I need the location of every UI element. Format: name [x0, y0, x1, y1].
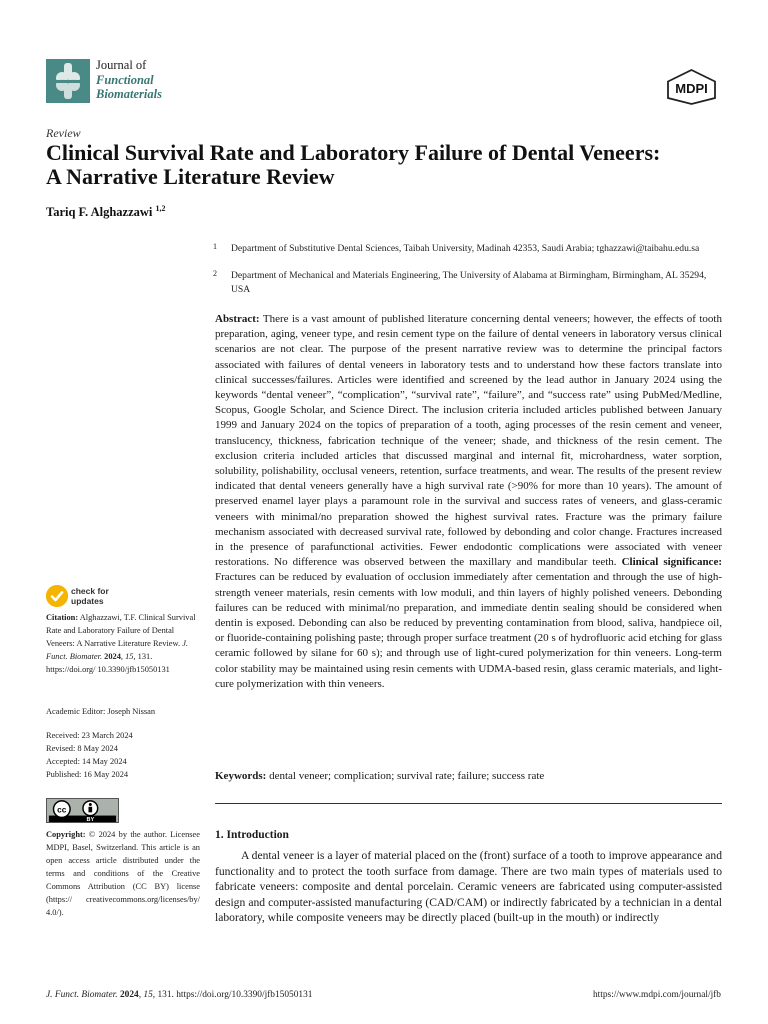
- footer-volume: , 15: [138, 990, 153, 1000]
- article-type: Review: [46, 126, 81, 140]
- journal-name: [96, 58, 162, 102]
- keywords: [215, 769, 722, 784]
- check-updates-line1: check for: [71, 586, 109, 596]
- article-title-line2: A Narrative Literature Review: [46, 164, 335, 189]
- article-title: [46, 141, 736, 189]
- author-affiliation-ref: 1,2: [155, 204, 166, 213]
- footer-year: 2024: [117, 990, 139, 1000]
- footer-citation: [46, 990, 313, 1000]
- abstract-text: There is a vast amount of published literature concerning dental veneers; however, the effects of tooth preparation, aging, veneer type, and resin cement type on the failure of dental veneers in laboratory versus clinical scenarios are not clear. The purpose of the present narrative review was to determine the principal factors associated with failures of dental veneers in laboratory tests and to understand how these factors translate into clinical successes/failures. Articles were identified and screened by the lead author in January 2024 using the keywords “dental veneer”, “complication”, “survival rate”, “failure”, and “success rate” using PubMed/Medline, Scopus, Google Scholar, and Science Direct. The inclusion criteria included articles published between January 1999 and January 2024 on the topics of preparation of a tooth, aging processes of the resin cement and veneer, translucency, thickness, fabrication technique of the veneer; shade, and thickness of the resin cement. The exclusion criteria included articles that discussed marginal and internal fit, microhardness, water sorption, solubility, polishability, occlusal veneers, retention, surface treatments, and wear. The results of the present review indicated that dental veneers generally have a high survival rate (>90% for more than 10 years). The amount of preserved enamel layer plays a paramount role in the survival and success rates of veneers, and glass-ceramic veneers with minimal/no preparation showed the highest survival rates. Fracture was the primary failure mechanism associated with decreased survival rate, followed by debonding and color change. Fractures increased in the presence of parafunctional activities. Fewer endodontic complications were associated with veneer restorations. No difference was observed between the maxillary and mandibular teeth.: [215, 313, 722, 569]
- publication-dates: [46, 729, 200, 781]
- abstract: [215, 312, 722, 692]
- journal-logo: [46, 59, 90, 103]
- citation: [46, 611, 200, 676]
- copyright-text: © 2024 by the author. Licensee MDPI, Basel, Switzerland. This article is an open access article distributed under the terms and conditions of the Creative Commons Attribution (CC BY) license (https:// creativecommons.org/licenses/by/ 4.0/).: [46, 830, 200, 917]
- keywords-label: Keywords:: [215, 770, 267, 782]
- academic-editor: Academic Editor: Joseph Nissan: [46, 707, 156, 716]
- affiliation-text: Department of Mechanical and Materials Engineering, The University of Alabama at Birmingham, Birmingham, AL 35294, USA: [231, 270, 707, 295]
- affiliation-text: Department of Substitutive Dental Sciences, Taibah University, Madinah 42353, Saudi Arabia; tghazzawi@taibahu.edu.sa: [231, 243, 700, 254]
- date-revised: Revised: 8 May 2024: [46, 744, 118, 753]
- date-accepted: Accepted: 14 May 2024: [46, 757, 127, 766]
- copyright-label: Copyright:: [46, 830, 86, 839]
- check-for-updates-button[interactable]: [46, 585, 126, 607]
- cc-by-license-badge[interactable]: [46, 798, 119, 823]
- affiliation-2: [213, 269, 723, 297]
- check-updates-line2: updates: [71, 596, 104, 606]
- citation-year: 2024: [102, 652, 121, 661]
- footer-journal-url[interactable]: https://www.mdpi.com/journal/jfb: [592, 990, 721, 1000]
- journal-name-line3: Biomaterials: [96, 87, 162, 101]
- affiliation-number: 1: [213, 242, 217, 251]
- footer-journal: J. Funct. Biomater.: [46, 990, 118, 1000]
- citation-label: Citation:: [46, 613, 79, 622]
- svg-text:cc: cc: [57, 805, 67, 815]
- section-heading-introduction: 1. Introduction: [215, 829, 289, 841]
- footer-doi-link[interactable]: , 131. https://doi.org/10.3390/jfb15050131: [152, 990, 313, 1000]
- author[interactable]: [46, 204, 166, 220]
- journal-name-line2: Functional: [96, 72, 154, 87]
- citation-doi-link[interactable]: , 131. https://doi.org/ 10.3390/jfb15050131: [46, 652, 170, 674]
- clinical-significance-label: Clinical significance:: [621, 556, 722, 569]
- copyright-notice: [46, 828, 200, 919]
- date-published: Published: 16 May 2024: [46, 770, 129, 779]
- citation-journal: J. Funct. Biomater.: [46, 639, 189, 661]
- citation-text: Alghazzawi, T.F. Clinical Survival Rate and Laboratory Failure of Dental Veneers: A Narrative Literature Review.: [46, 613, 196, 648]
- cc-by-label: BY: [86, 817, 95, 822]
- article-title-line1: Clinical Survival Rate and Laboratory Failure of Dental Veneers:: [46, 140, 661, 165]
- affiliation-number: 2: [213, 269, 217, 278]
- introduction-paragraph: A dental veneer is a layer of material placed on the (front) surface of a tooth to improve appearance and functionality and to protect the tooth surface from damage. There are two main types of materials used to fabricate veneers: composite and dental porcelain. Ceramic veneers are fabricated using computer-assisted design and computer-assisted manufacturing (CAD/CAM) or indirectly fabricated by a technician in a dental laboratory, while composite veneers may be directly placed (built-up in the mouth) or indirectly: [215, 849, 722, 925]
- abstract-label: Abstract:: [215, 313, 260, 325]
- author-name[interactable]: Tariq F. Alghazzawi: [46, 205, 153, 220]
- affiliation-1: [213, 242, 723, 256]
- divider: [215, 803, 722, 804]
- keywords-text: dental veneer; complication; survival rate; failure; success rate: [266, 770, 545, 782]
- bone-joint-icon: [46, 59, 90, 103]
- mdpi-logo-text: MDPI: [675, 81, 708, 96]
- mdpi-logo: [664, 68, 719, 106]
- date-received: Received: 23 March 2024: [46, 731, 133, 740]
- clinical-significance-text: Fractures can be reduced by evaluation of occlusion immediately after cementation and through the use of high-strength veneer materials, resin cements with low moduli, and thin layers of highly polished veneers. Debonding failures can be reduced with minimal/no preparation, and immediate dentin sealing should be considered when dentin is exposed. Debonding can also be reduced by preventing contamination from blood, saliva, handpiece oil, or fluoride-containing polishing paste; through proper surface treatment (20 s of hydrofluoric acid etching for glass ceramic followed by silane for 60 s); and through use of light-cured polymerization for thin veneers. Long-term color stability may be maintained using resin cements with UDMA-based resin, glass ceramic materials, and light-cure polymerization with thin veneers.: [215, 571, 722, 690]
- journal-name-line1: Journal of: [96, 58, 147, 72]
- citation-volume: , 15: [120, 652, 134, 661]
- check-updates-icon: [46, 585, 68, 607]
